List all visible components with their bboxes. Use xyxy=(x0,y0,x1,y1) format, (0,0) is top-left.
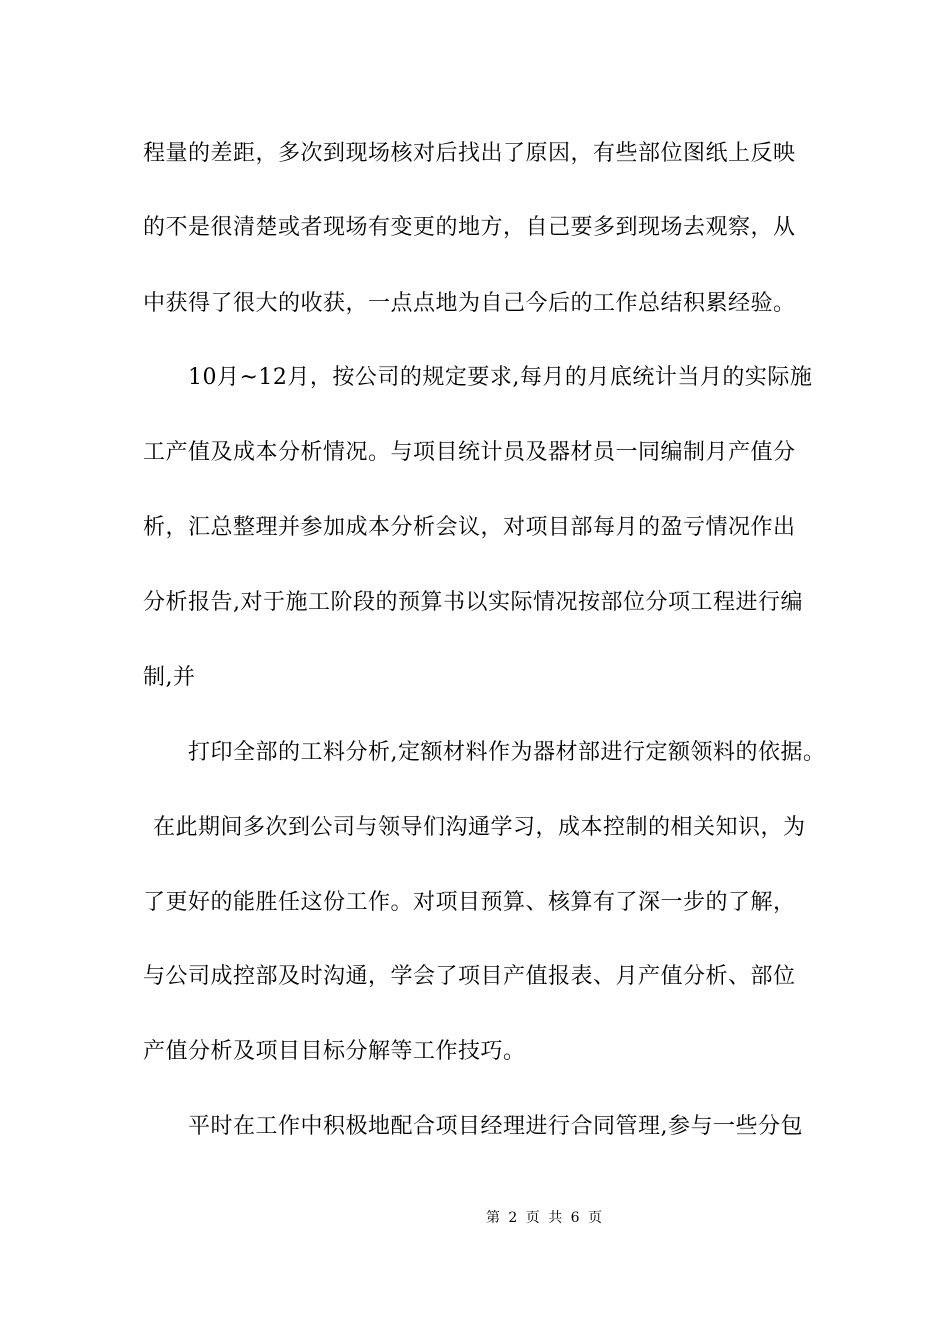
text-line: 制,并 xyxy=(143,665,196,690)
text-line: 在此期间多次到公司与领导们沟通学习，成本控制的相关知识，为 xyxy=(153,815,806,840)
text-line: 析，汇总整理并参加成本分析会议，对项目部每月的盈亏情况作出 xyxy=(143,515,796,540)
text-line: 工产值及成本分析情况。与项目统计员及器材员一同编制月产值分 xyxy=(143,440,796,465)
text-line: 打印全部的工料分析,定额材料作为器材部进行定额领料的依据。 xyxy=(188,740,826,765)
text-line: 10月~12月，按公司的规定要求,每月的月底统计当月的实际施 xyxy=(188,365,813,390)
page-number-footer: 第 2 页 共 6 页 xyxy=(485,1210,605,1226)
text-line: 中获得了很大的收获，一点点地为自己今后的工作总结积累经验。 xyxy=(143,291,796,316)
text-line: 与公司成控部及时沟通，学会了项目产值报表、月产值分析、部位 xyxy=(143,964,796,989)
text-line: 产值分析及项目目标分解等工作技巧。 xyxy=(143,1039,526,1064)
text-line: 了更好的能胜任这份工作。对项目预算、核算有了深一步的了解， xyxy=(143,890,796,915)
text-line: 的不是很清楚或者现场有变更的地方，自己要多到现场去观察，从 xyxy=(143,215,796,240)
text-line: 平时在工作中积极地配合项目经理进行合同管理,参与一些分包 xyxy=(188,1114,803,1139)
text-line: 程量的差距，多次到现场核对后找出了原因，有些部位图纸上反映 xyxy=(143,141,796,166)
text-line: 分析报告,对于施工阶段的预算书以实际情况按部位分项工程进行编 xyxy=(143,590,803,615)
